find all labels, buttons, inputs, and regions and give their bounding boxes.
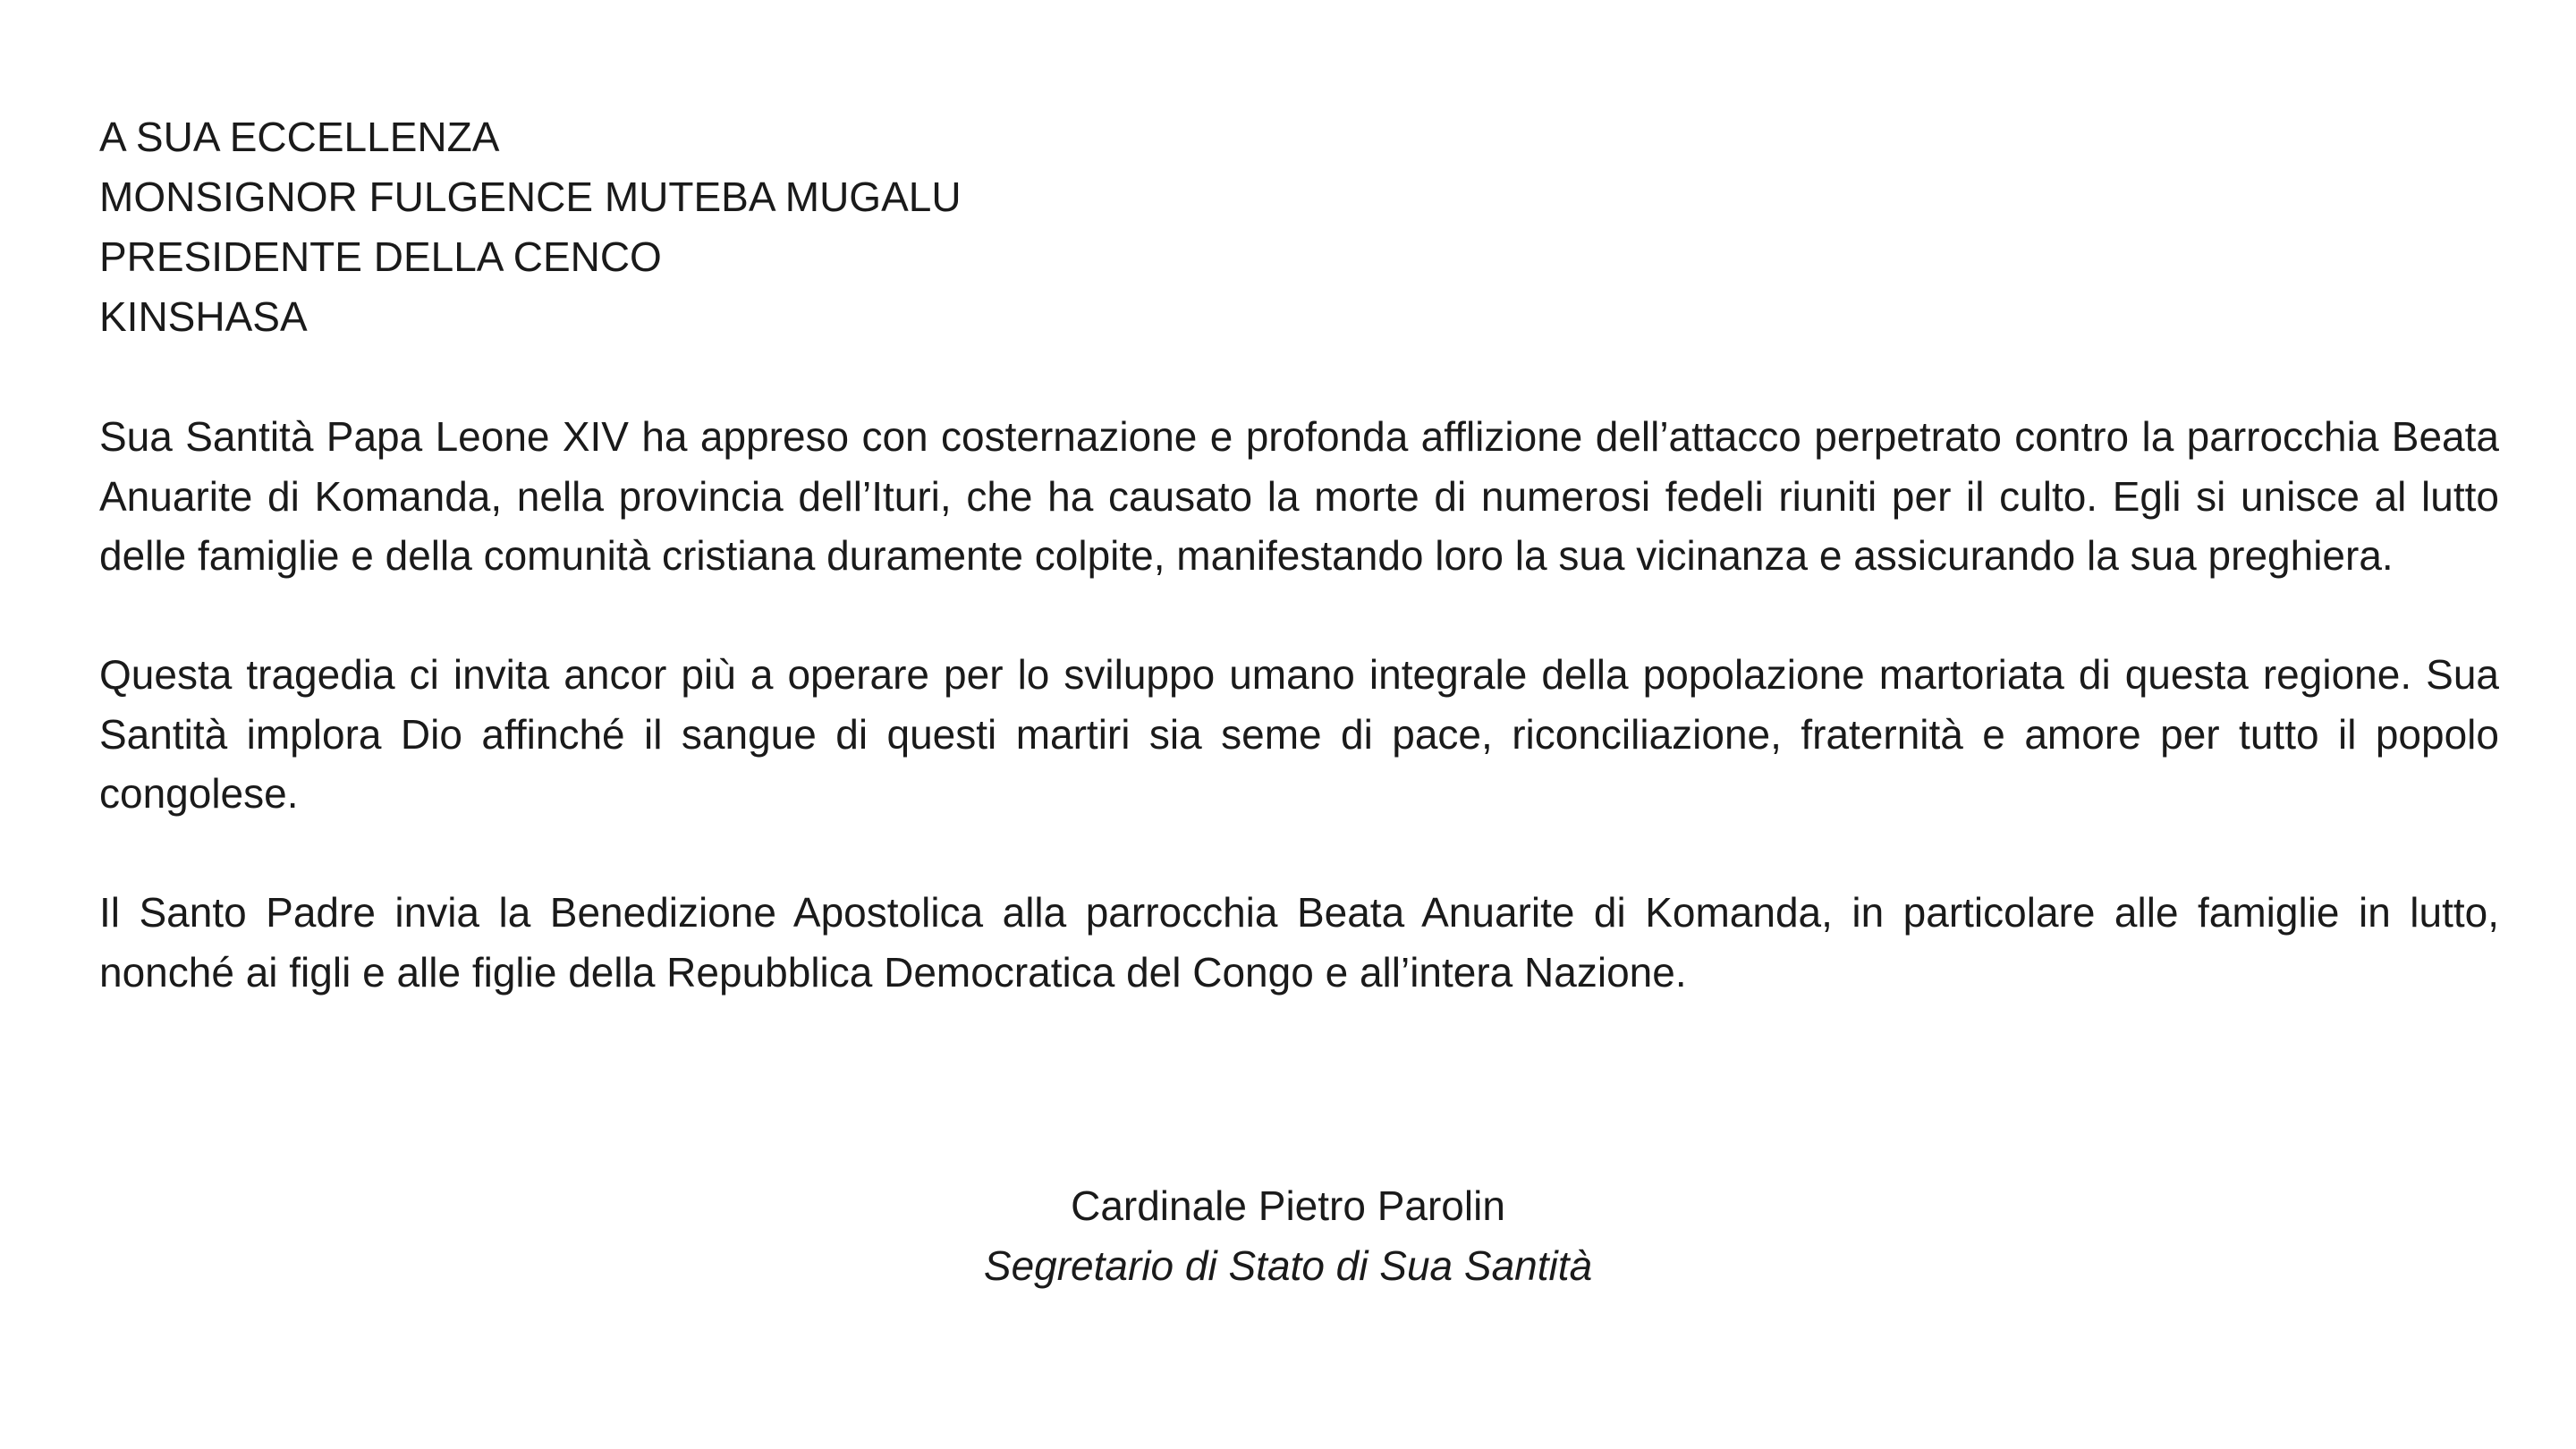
address-line-recipient-name: MONSIGNOR FULGENCE MUTEBA MUGALU <box>99 174 962 220</box>
signatory-title: Segretario di Stato di Sua Santità <box>983 1242 1593 1289</box>
letter-document <box>99 107 2499 1002</box>
recipient-address-block <box>99 107 2499 347</box>
body-paragraph-3: Il Santo Padre invia la Benedizione Apostolica alla parrocchia Beata Anuarite di Komanda, in particolare alle famiglie in lutto, nonché ai figli e alle figlie della Repubblica Democratica del Congo e all’intera Nazione. <box>99 889 2499 996</box>
signatory-name: Cardinale Pietro Parolin <box>1071 1182 1505 1229</box>
body-paragraph-1: Sua Santità Papa Leone XIV ha appreso con costernazione e profonda afflizione dell’attacco perpetrato contro la parrocchia Beata Anuarite di Komanda, nella provincia dell’Ituri, che ha causato la morte di numerosi fedeli riuniti per il culto. Egli si unisce al lutto delle famiglie e della comunità cristiana duramente colpite, manifestando loro la sua vicinanza e assicurando la sua preghiera. <box>99 413 2499 579</box>
body-paragraph-2: Questa tragedia ci invita ancor più a operare per lo sviluppo umano integrale della popolazione martoriata di questa regione. Sua Santità implora Dio affinché il sangue di questi martiri sia seme di pace, riconciliazione, fraternità e amore per tutto il popolo congolese. <box>99 651 2499 817</box>
address-line-salutation: A SUA ECCELLENZA <box>99 114 500 160</box>
address-line-city: KINSHASA <box>99 293 308 340</box>
address-line-recipient-role: PRESIDENTE DELLA CENCO <box>99 233 662 280</box>
signature-block <box>0 1176 2576 1296</box>
